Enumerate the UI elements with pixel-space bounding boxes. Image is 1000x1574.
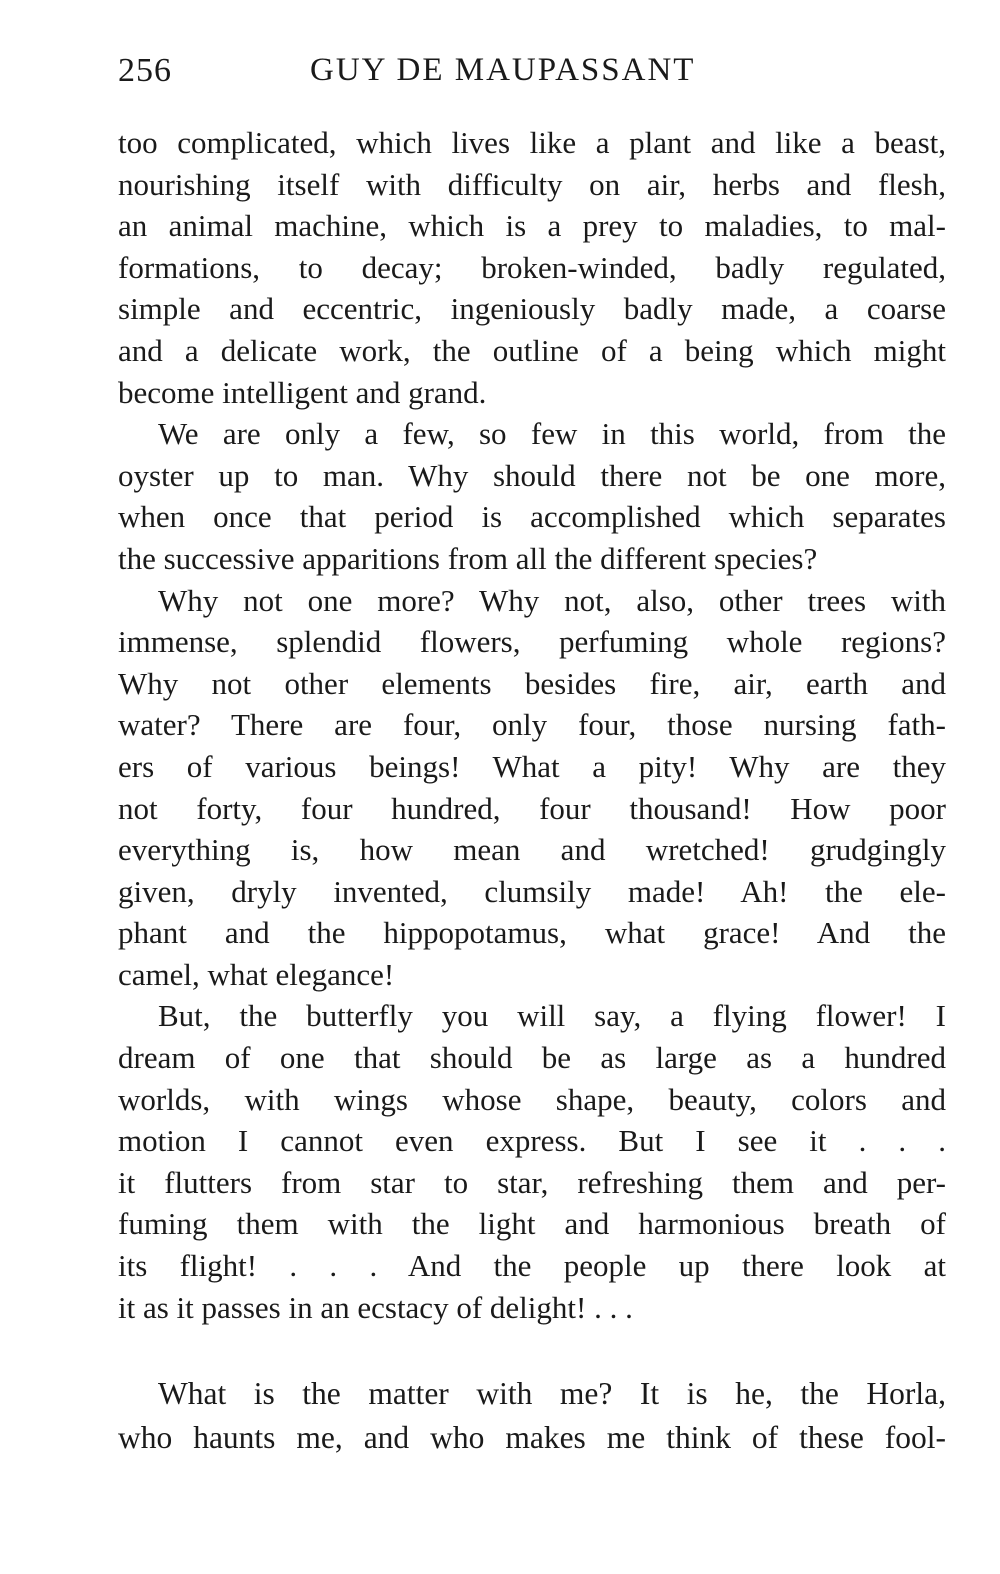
text-line: phant and the hippopotamus, what grace! And the (118, 915, 946, 951)
text-line: nourishing itself with difficulty on air, herbs and flesh, (118, 166, 946, 202)
text-line: given, dryly invented, clumsily made! Ah! the ele- (118, 873, 946, 909)
running-title: GUY DE MAUPASSANT (310, 52, 696, 88)
text-line: simple and eccentric, ingeniously badly made, a coarse (118, 291, 946, 327)
page-number: 256 (118, 52, 172, 89)
text-line: fuming them with the light and harmonious breath of (118, 1206, 946, 1242)
text-line: it as it passes in an ecstacy of delight! . . . (118, 1289, 633, 1325)
running-head (118, 52, 948, 96)
text-line: become intelligent and grand. (118, 374, 487, 410)
text-line: when once that period is accomplished which separates (118, 499, 946, 535)
text-line: too complicated, which lives like a plant and like a beast, (118, 125, 946, 160)
text-line: who haunts me, and who makes me think of these fool- (118, 1420, 946, 1455)
text-line: Why not one more? Why not, also, other trees with (158, 582, 946, 618)
paragraph (118, 1372, 946, 1460)
text-line: worlds, with wings whose shape, beauty, colors and (118, 1081, 946, 1117)
text-line: its flight! . . . And the people up there look at (118, 1248, 946, 1284)
text-line: and a delicate work, the outline of a being which might (118, 332, 946, 368)
text-line: motion I cannot even express. But I see it . . . (118, 1123, 946, 1159)
text-line: But, the butterfly you will say, a flying flower! I (158, 998, 946, 1034)
text-line: formations, to decay; broken-winded, badly regulated, (118, 249, 946, 285)
paragraph (118, 122, 946, 413)
text-line: water? There are four, only four, those nursing fath- (118, 707, 946, 743)
text-line: dream of one that should be as large as a hundred (118, 1040, 946, 1076)
body-text (118, 122, 946, 1328)
new-section-text (118, 1372, 946, 1460)
text-line: ers of various beings! What a pity! Why are they (118, 748, 946, 784)
paragraph (118, 413, 946, 579)
text-line: immense, splendid flowers, perfuming whole regions? (118, 624, 946, 660)
text-line: Why not other elements besides fire, air, earth and (118, 665, 946, 701)
text-line: the successive apparitions from all the different species? (118, 540, 818, 576)
text-line: it flutters from star to star, refreshing them and per- (118, 1164, 946, 1200)
text-line: oyster up to man. Why should there not be one more, (118, 457, 946, 493)
text-line: an animal machine, which is a prey to maladies, to mal- (118, 208, 946, 244)
text-line: everything is, how mean and wretched! grudgingly (118, 832, 946, 868)
text-line: We are only a few, so few in this world, from the (158, 416, 946, 452)
text-line: What is the matter with me? It is he, the Horla, (158, 1376, 946, 1411)
text-line: camel, what elegance! (118, 956, 395, 992)
paragraph (118, 995, 946, 1328)
paragraph (118, 580, 946, 996)
text-line: not forty, four hundred, four thousand! How poor (118, 790, 946, 826)
